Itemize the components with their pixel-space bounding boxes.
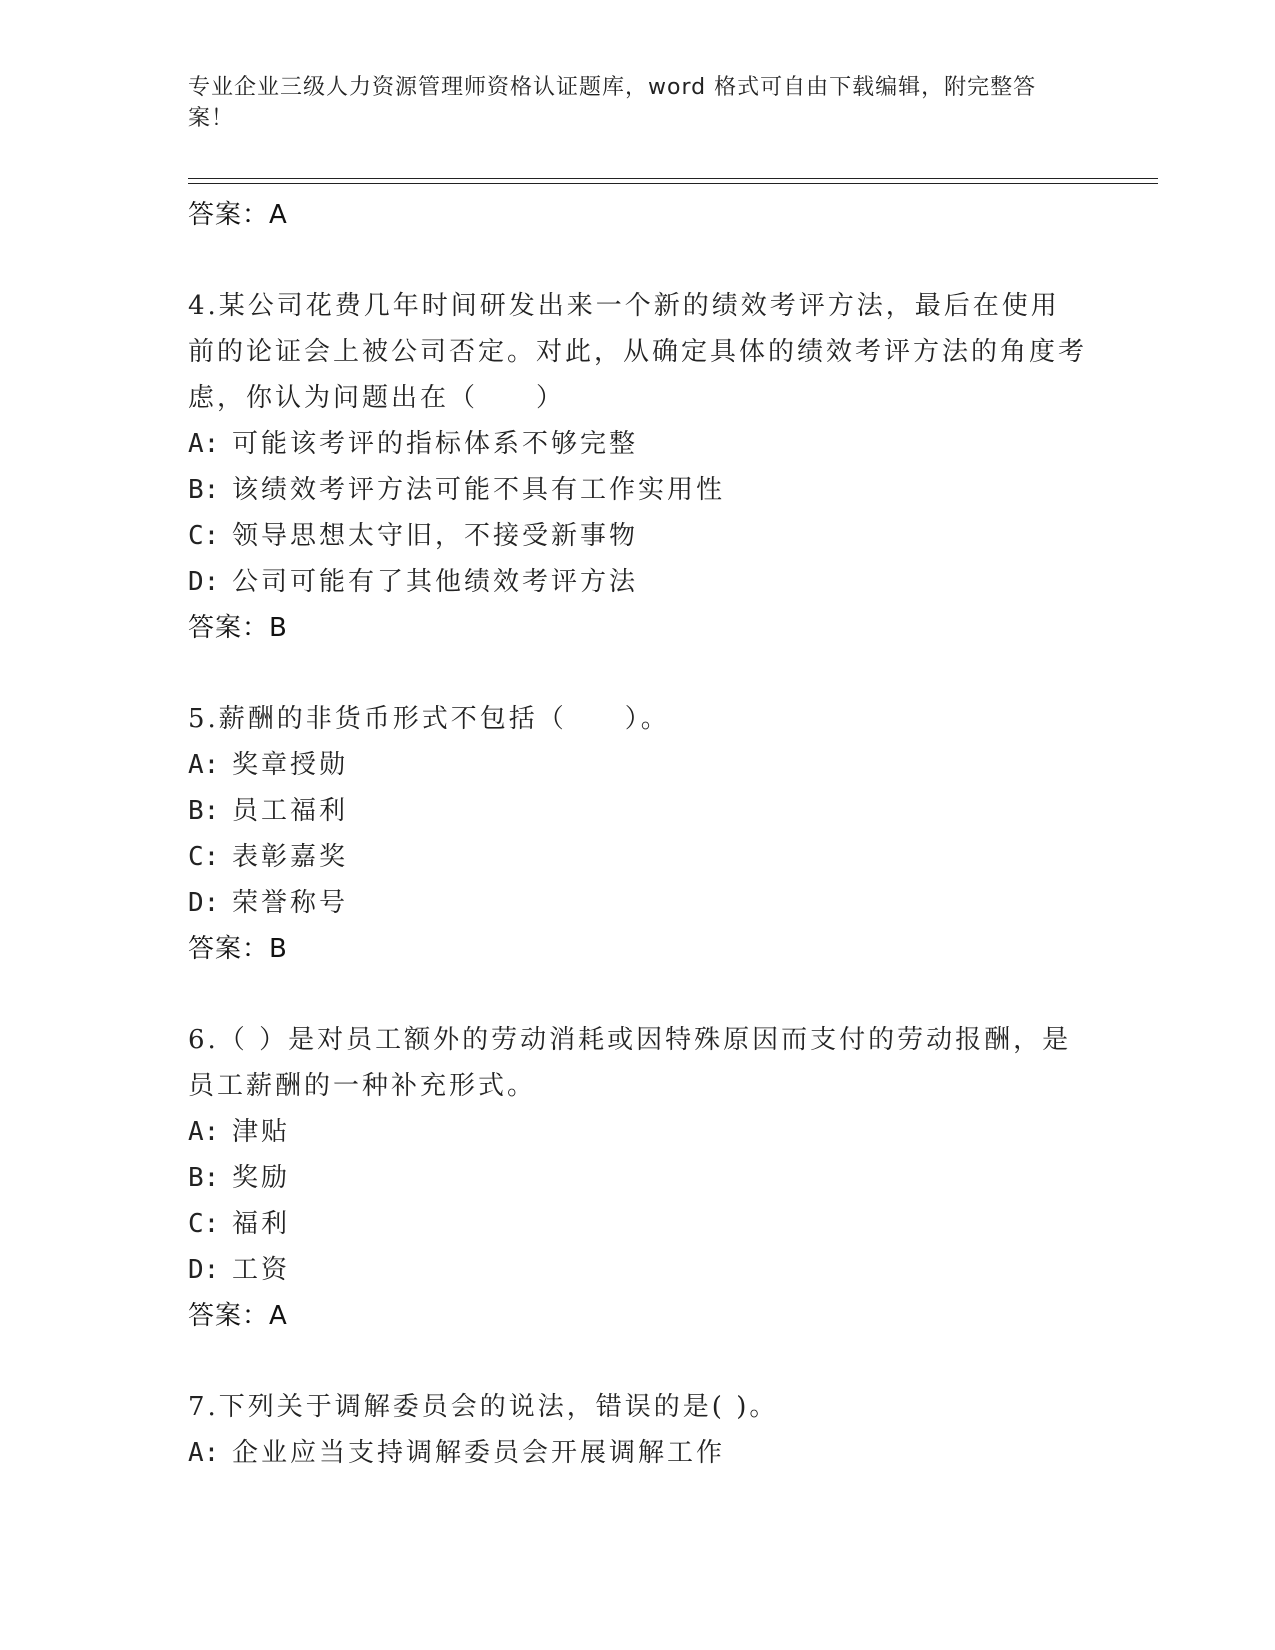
question-block (188, 696, 1088, 972)
option-text: 该绩效考评方法可能不具有工作实用性 (232, 475, 726, 505)
question-block (188, 1384, 1088, 1476)
answer-line: 答案：A (188, 200, 288, 230)
option-d (188, 880, 1088, 926)
option-text: 工资 (232, 1255, 291, 1285)
option-letter: C: (188, 842, 220, 872)
option-letter: D: (188, 888, 220, 918)
option-text: 表彰嘉奖 (232, 842, 349, 872)
option-a (188, 1430, 1088, 1476)
option-c (188, 513, 1088, 559)
document-header-note: 专业企业三级人力资源管理师资格认证题库，word 格式可自由下载编辑，附完整答案！ (188, 75, 1037, 131)
option-text: 奖励 (232, 1163, 291, 1193)
option-c (188, 834, 1088, 880)
option-b (188, 788, 1088, 834)
question-text: 4.某公司花费几年时间研发出来一个新的绩效考评方法，最后在使用前的论证会上被公司否定。对此，从确定具体的绩效考评方法的角度考虑，你认为问题出在（ ） (188, 291, 1088, 413)
option-letter: D: (188, 1255, 220, 1285)
option-letter: A: (188, 750, 220, 780)
option-text: 企业应当支持调解委员会开展调解工作 (232, 1438, 726, 1468)
option-text: 公司可能有了其他绩效考评方法 (232, 567, 639, 597)
header-rule-top (188, 178, 1158, 179)
header-rule-bottom (188, 183, 1158, 184)
option-b (188, 467, 1088, 513)
option-d (188, 1247, 1088, 1293)
question-spacer (188, 1339, 1088, 1384)
option-letter: C: (188, 1209, 220, 1239)
option-text: 福利 (232, 1209, 291, 1239)
question-block (188, 283, 1088, 651)
option-letter: C: (188, 521, 220, 551)
option-letter: B: (188, 796, 220, 826)
answer-line: 答案：B (188, 934, 288, 964)
option-text: 津贴 (232, 1117, 291, 1147)
option-letter: A: (188, 1117, 220, 1147)
option-text: 奖章授勋 (232, 750, 349, 780)
option-letter: A: (188, 1438, 220, 1468)
option-c (188, 1201, 1088, 1247)
option-d (188, 559, 1088, 605)
answer-line: 答案：B (188, 613, 288, 643)
option-a (188, 742, 1088, 788)
option-letter: A: (188, 429, 220, 459)
option-letter: D: (188, 567, 220, 597)
question-text: 6.（ ）是对员工额外的劳动消耗或因特殊原因而支付的劳动报酬，是员工薪酬的一种补充形式。 (188, 1025, 1072, 1101)
option-b (188, 1155, 1088, 1201)
question-spacer (188, 238, 1088, 283)
question-text: 5.薪酬的非货币形式不包括（ ）。 (188, 704, 670, 734)
option-letter: B: (188, 475, 220, 505)
question-spacer (188, 972, 1088, 1017)
option-a (188, 421, 1088, 467)
option-letter: B: (188, 1163, 220, 1193)
answer-line: 答案：A (188, 1301, 288, 1331)
option-text: 可能该考评的指标体系不够完整 (232, 429, 639, 459)
question-block (188, 1017, 1088, 1339)
question-content (188, 192, 1088, 1476)
option-text: 荣誉称号 (232, 888, 349, 918)
option-text: 领导思想太守旧，不接受新事物 (232, 521, 639, 551)
option-text: 员工福利 (232, 796, 349, 826)
question-spacer (188, 651, 1088, 696)
option-a (188, 1109, 1088, 1155)
question-text: 7.下列关于调解委员会的说法，错误的是( )。 (188, 1392, 779, 1422)
